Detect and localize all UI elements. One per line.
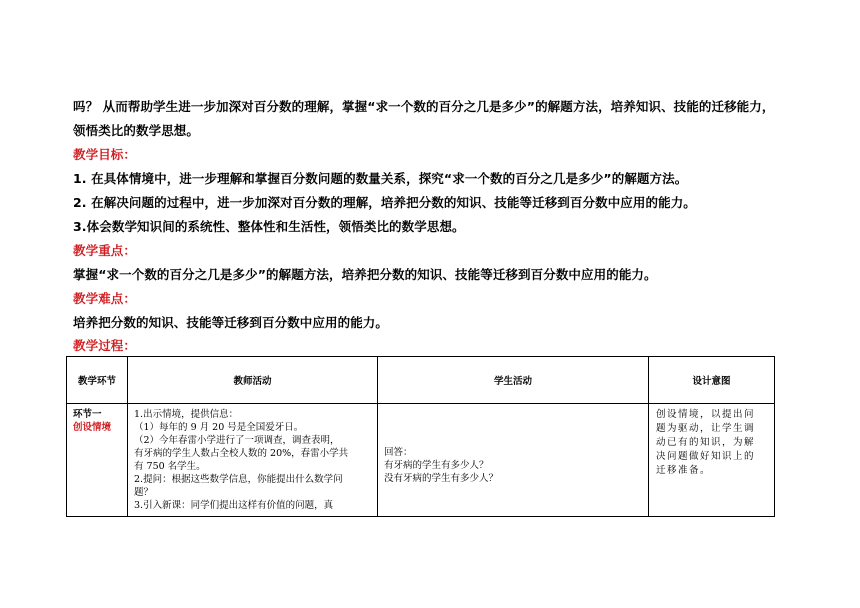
teacher-activity-cell	[128, 404, 378, 517]
table-header-row	[67, 357, 775, 404]
teacher-line: 有 750 名学生。	[134, 461, 206, 472]
objective-item-2: 2. 在解决问题的过程中，进一步加深对百分数的理解，培养把分数的知识、技能等迁移到百分数中应用的能力。	[73, 195, 696, 210]
objective-item-3: 3.体会数学知识间的系统性、整体性和生活性，领悟类比的数学思想。	[73, 219, 465, 234]
design-intent-cell	[649, 404, 775, 517]
teacher-line: 1.出示情境，提供信息：	[134, 409, 239, 420]
stage-number: 环节一	[73, 409, 102, 420]
teacher-line: 题？	[134, 487, 154, 498]
objectives-heading: 教学目标：	[73, 147, 137, 162]
objective-item-1: 1. 在具体情境中，进一步理解和掌握百分数问题的数量关系，探究“求一个数的百分之几是多少”的解题方法。	[73, 171, 688, 186]
student-line: 没有牙病的学生有多少人？	[384, 473, 499, 484]
teacher-line: 3.引入新课：同学们提出这样有价值的问题，真	[134, 500, 334, 511]
teacher-line: （1）每年的 9 月 20 号是全国爱牙日。	[134, 422, 304, 433]
lesson-process-table	[66, 356, 775, 517]
teacher-line: 2.提问：根据这些数学信息，你能提出什么数学问	[134, 474, 343, 485]
student-line: 有牙病的学生有多少人？	[384, 460, 489, 471]
stage-cell	[67, 404, 128, 517]
intent-line: 动已有的知识，为解	[656, 437, 756, 448]
key-points-heading: 教学重点：	[73, 243, 137, 258]
intent-line: 决问题做好知识上的	[656, 451, 756, 462]
student-line: 回答：	[384, 447, 413, 458]
intent-line: 创设情境，以提出问	[656, 409, 756, 420]
intent-line: 迁移准备。	[656, 465, 712, 476]
difficulties-text: 培养把分数的知识、技能等迁移到百分数中应用的能力。	[73, 315, 389, 330]
difficulties-heading: 教学难点：	[73, 291, 137, 306]
stage-name: 创设情境	[73, 422, 112, 433]
student-activity-cell	[378, 404, 649, 517]
intro-line-2: 领悟类比的数学思想。	[73, 123, 200, 138]
intro-line-1: 吗？ 从而帮助学生进一步加深对百分数的理解，掌握“求一个数的百分之几是多少”的解题方法，培养知识、技能的迁移能力，	[73, 99, 775, 114]
header-student-activity: 学生活动	[378, 357, 649, 404]
process-heading: 教学过程：	[73, 338, 137, 353]
table-row	[67, 404, 775, 517]
intent-line: 题为驱动，让学生调	[656, 423, 756, 434]
header-design-intent: 设计意图	[649, 357, 775, 404]
key-points-text: 掌握“求一个数的百分之几是多少”的解题方法，培养把分数的知识、技能等迁移到百分数中应用的能力。	[73, 267, 657, 282]
header-stage: 教学环节	[67, 357, 128, 404]
teacher-line: 有牙病的学生人数占全校人数的 20%，春雷小学共	[134, 448, 349, 459]
header-teacher-activity: 教师活动	[128, 357, 378, 404]
teacher-line: （2）今年春雷小学进行了一项调查，调查表明，	[134, 435, 340, 446]
